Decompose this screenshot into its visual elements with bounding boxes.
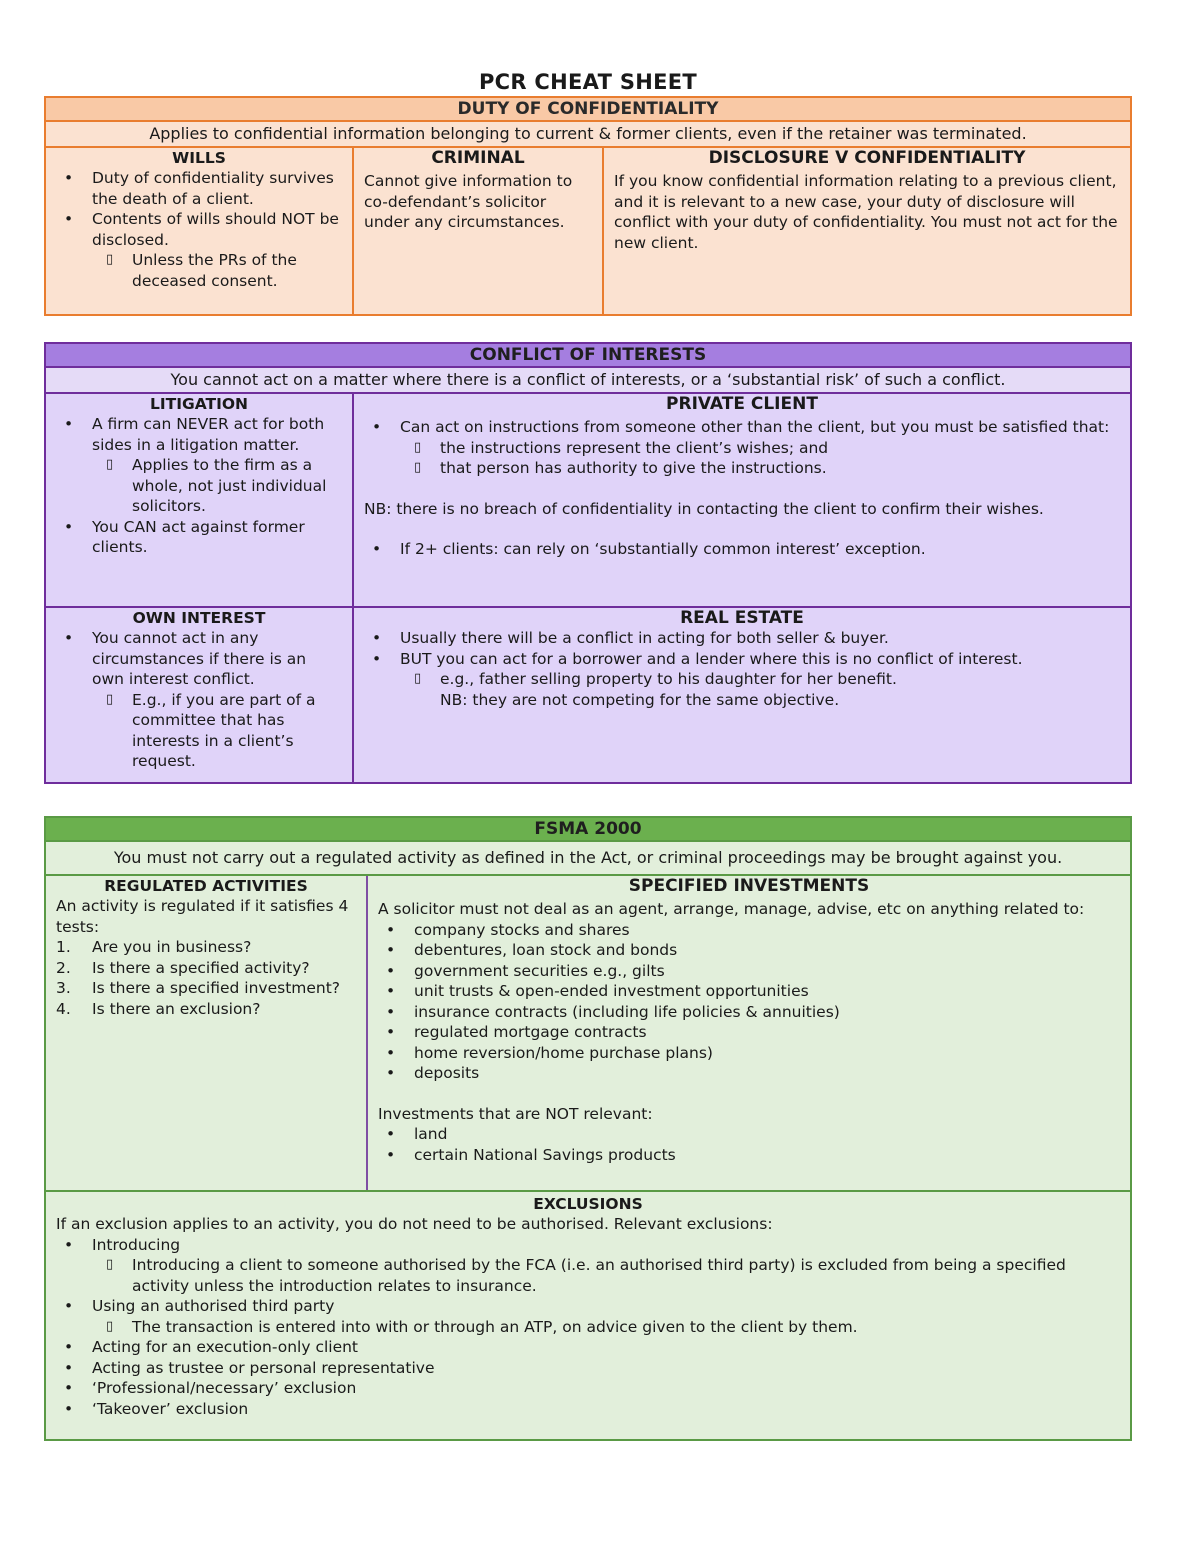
list-item: • deposits (378, 1063, 1120, 1084)
list-item: • Acting for an execution-only client (56, 1337, 1120, 1358)
list-item: • home reversion/home purchase plans) (378, 1043, 1120, 1064)
specified-investments-title: SPECIFIED INVESTMENTS (628, 876, 870, 896)
list-item: ▯ Unless the PRs of the deceased consent. (56, 250, 342, 291)
list-item: • Contents of wills should NOT be disclosed. ▯ Unless the PRs of the deceased consent. (56, 209, 342, 291)
not-relevant-label: Investments that are NOT relevant: (378, 1104, 653, 1123)
list-item: • Duty of confidentiality survives the death of a client. (56, 168, 342, 209)
list-item: ▯ E.g., if you are part of a committee that has interests in a client’s request. (56, 690, 342, 772)
list-item: • debentures, loan stock and bonds (378, 940, 1120, 961)
list-item: 1. Are you in business? (56, 938, 252, 956)
fsma-intro: You must not carry out a regulated activity as defined in the Act, or criminal proceedings may be brought against you. (46, 842, 1130, 876)
list-item: • Introducing ▯ Introducing a client to someone authorised by the FCA (i.e. an authorised third party) is excluded from being a specified activity unless the introduction relates to insurance. (56, 1235, 1120, 1297)
list-item: ▯ The transaction is entered into with or through an ATP, on advice given to the client by them. (56, 1317, 1120, 1338)
list-item: • certain National Savings products (378, 1145, 1120, 1166)
exclusions-title: EXCLUSIONS (533, 1195, 643, 1213)
conflict-intro: You cannot act on a matter where there is a conflict of interests, or a ‘substantial risk’ of such a conflict. (46, 368, 1130, 394)
list-item: • company stocks and shares (378, 920, 1120, 941)
list-item: 3. Is there a specified investment? (56, 979, 341, 997)
list-item: • land (378, 1124, 1120, 1145)
list-item: 4. Is there an exclusion? (56, 999, 261, 1018)
wills-cell (46, 148, 352, 314)
criminal-title: CRIMINAL (431, 148, 525, 168)
confidentiality-intro: Applies to confidential information belonging to current & former clients, even if the retainer was terminated. (46, 122, 1130, 148)
disclosure-text: If you know confidential information relating to a previous client, and it is relevant to a new case, your duty of disclosure will conflict with your duty of confidentiality. You must not act for the new client. (614, 172, 1118, 252)
list-item: ▯ Introducing a client to someone authorised by the FCA (i.e. an authorised third party) is excluded from being a specified activity unless the introduction relates to insurance. (56, 1255, 1120, 1296)
specified-intro: A solicitor must not deal as an agent, arrange, manage, advise, etc on anything related to: (378, 900, 1085, 918)
regulated-activities-title: REGULATED ACTIVITIES (104, 877, 308, 895)
list-item: • regulated mortgage contracts (378, 1022, 1120, 1043)
disclosure-title: DISCLOSURE V CONFIDENTIALITY (708, 148, 1026, 168)
list-item: • ‘Takeover’ exclusion (56, 1399, 1120, 1420)
fsma-heading: FSMA 2000 (46, 818, 1130, 842)
regulated-activities-cell (46, 876, 366, 1190)
exclusions-cell (46, 1190, 1130, 1439)
specified-investments-cell (366, 876, 1130, 1190)
conflict-section (44, 342, 1132, 784)
wills-title: WILLS (172, 149, 226, 167)
list-item: ▯ that person has authority to give the instructions. (364, 458, 1120, 479)
own-interest-title: OWN INTEREST (132, 609, 266, 627)
page-title: PCR CHEAT SHEET (478, 70, 698, 94)
private-client-cell (352, 394, 1130, 606)
list-item: ▯ the instructions represent the client’s wishes; and (364, 438, 1120, 459)
list-item: • government securities e.g., gilts (378, 961, 1120, 982)
confidentiality-section (44, 96, 1132, 316)
confidentiality-heading: DUTY OF CONFIDENTIALITY (46, 98, 1130, 122)
list-item: • Using an authorised third party ▯ The transaction is entered into with or through an ATP, on advice given to the client by them. (56, 1296, 1120, 1337)
litigation-cell (46, 394, 352, 606)
list-item: • ‘Professional/necessary’ exclusion (56, 1378, 1120, 1399)
real-estate-cell (352, 608, 1130, 782)
criminal-cell (352, 148, 602, 314)
list-item: • unit trusts & open-ended investment opportunities (378, 981, 1120, 1002)
fsma-section (44, 816, 1132, 1441)
exclusions-intro: If an exclusion applies to an activity, you do not need to be authorised. Relevant exclusions: (56, 1215, 773, 1233)
list-item: 2. Is there a specified activity? (56, 958, 310, 977)
real-estate-title: REAL ESTATE (680, 608, 804, 628)
criminal-text: Cannot give information to co-defendant’s solicitor under any circumstances. (364, 172, 573, 231)
private-client-nb: NB: there is no breach of confidentiality in contacting the client to confirm their wishes. (364, 499, 1044, 518)
disclosure-cell (602, 148, 1130, 314)
list-item: • If 2+ clients: can rely on ‘substantially common interest’ exception. (364, 539, 1120, 560)
own-interest-cell (46, 608, 352, 782)
list-item: ▯ e.g., father selling property to his daughter for her benefit. NB: they are not competing for the same objective. (364, 669, 1120, 710)
litigation-title: LITIGATION (150, 395, 248, 413)
list-item: • You CAN act against former clients. (56, 517, 342, 558)
list-item: • BUT you can act for a borrower and a lender where this is no conflict of interest. ▯ e.g., father selling property to his daughter for her benefit. NB: they are not competing for the same objective. (364, 649, 1120, 711)
private-client-title: PRIVATE CLIENT (666, 394, 818, 414)
list-item: • You cannot act in any circumstances if there is an own interest conflict. ▯ E.g., if you are part of a committee that has interests in a client’s request. (56, 628, 342, 772)
conflict-heading: CONFLICT OF INTERESTS (46, 344, 1130, 368)
list-item: • Usually there will be a conflict in acting for both seller & buyer. (364, 628, 1120, 649)
list-item: • Can act on instructions from someone other than the client, but you must be satisfied that: ▯ the instructions represent the client’s wishes; and ▯ that person has authority to give the instructions. (364, 417, 1120, 479)
regulated-intro: An activity is regulated if it satisfies 4 tests: (56, 897, 349, 936)
list-item: • Acting as trustee or personal representative (56, 1358, 1120, 1379)
list-item: • insurance contracts (including life policies & annuities) (378, 1002, 1120, 1023)
list-item: ▯ Applies to the firm as a whole, not just individual solicitors. (56, 455, 342, 517)
list-item: • A firm can NEVER act for both sides in a litigation matter. ▯ Applies to the firm as a whole, not just individual solicitors. (56, 414, 342, 517)
